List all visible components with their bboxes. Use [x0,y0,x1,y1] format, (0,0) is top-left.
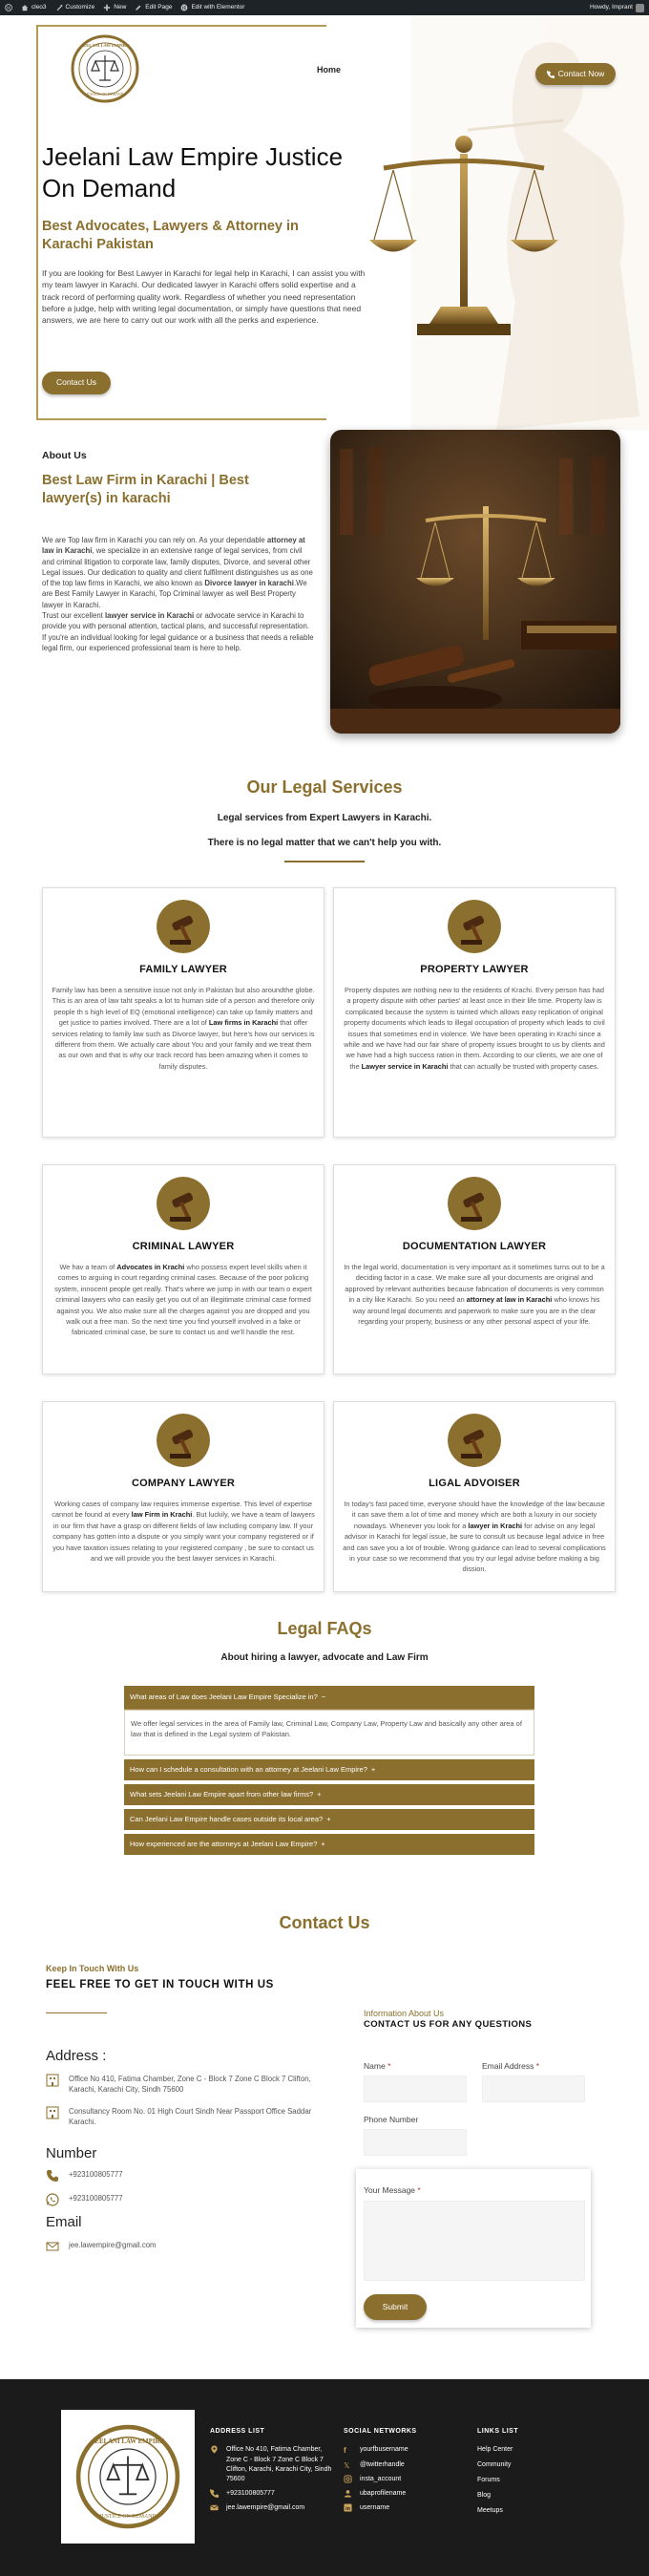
brush-icon [55,4,63,11]
footer-link-meetups[interactable]: Meetups [477,2507,503,2515]
footer-social-profile[interactable] [344,2489,458,2499]
phone-icon [46,2169,59,2182]
contact-divider [46,2012,107,2014]
footer-logo-box [61,2410,195,2544]
social-label: ubaprofilename [360,2489,407,2497]
about-section [0,430,649,762]
email-row[interactable] [46,2240,157,2253]
address-1: Office No 410, Fatima Chamber, Zone C - Block 7 Zone C Block 7 Clifton, Karachi, Karachi City, Sindh 75600 [69,2074,311,2095]
plus-icon: + [321,1839,325,1848]
services-subtitle-1: Legal services from Expert Lawyers in Karachi. [217,813,432,824]
faq-accordion [124,1686,534,1855]
mail-icon [210,2503,219,2512]
number-heading: Number [46,2144,97,2161]
footer [0,2379,649,2576]
footer-logo-text-top: JEELANI LAW EMPIRE [91,2438,165,2445]
footer-email: jee.lawempire@gmail.com [226,2504,305,2512]
footer-address-row [210,2445,334,2484]
phone-1: +923100805777 [69,2169,123,2179]
service-card-title: LIGAL ADVOISER [429,1477,520,1489]
building-icon [46,2106,59,2119]
footer-social-facebook[interactable] [344,2445,458,2455]
service-card-text: We hav a team of Advocates in Krachi who possess expert level skills when it comes to arguing in court regarding criminal cases. Because of the poor policing system, innocent people get really. That's where we jump in with our team o expert criminal lawyers who can easily get you out of an illegitimate criminal case formed against you. We also make sure all the charges against you are dropped and you walk out a free man. So the next time you find yourself involved in a fake or fabricated criminal case, be sure to contact us and we'll handle the rest. [54,1262,312,1337]
service-card-property [333,887,616,1138]
contact-now-button[interactable] [535,63,616,85]
phone-2: +923100805777 [69,2193,123,2203]
footer-link-blog[interactable]: Blog [477,2492,492,2500]
services-subtitle-2: There is no legal matter that we can't help you with. [207,837,442,848]
footer-logo-text-bottom: JUSTICE ON DEMAND [99,2513,157,2520]
admin-edit-page-link[interactable] [135,4,172,12]
footer-links-heading: LINKS LIST [477,2428,519,2435]
footer-phone-row[interactable] [210,2489,334,2499]
footer-social-heading: SOCIAL NETWORKS [344,2428,417,2435]
faq-item[interactable] [124,1759,534,1780]
services-cards [0,862,649,1607]
footer-link-forums[interactable]: Forums [477,2477,500,2484]
message-label: Your Message * [364,2184,421,2195]
submit-button[interactable]: Submit [364,2294,427,2320]
admin-site-link[interactable] [21,4,47,12]
faq-item[interactable] [124,1784,534,1805]
footer-email-row[interactable] [210,2503,334,2513]
footer-phone: +923100805777 [226,2490,275,2497]
address-heading: Address : [46,2047,107,2064]
form-info-label: Information About Us [364,2008,445,2018]
gavel-icon [448,1177,501,1230]
mail-icon [46,2240,59,2253]
email-field[interactable] [482,2076,585,2102]
hero-subtitle: Best Advocates, Lawyers & Attorney in Karachi Pakistan [42,219,299,252]
footer-social-column [344,2427,458,2518]
footer-link-community[interactable]: Community [477,2461,512,2469]
email-address: jee.lawempire@gmail.com [69,2240,157,2249]
gavel-icon [157,1414,210,1467]
footer-logo[interactable] [75,2424,180,2529]
site-logo[interactable] [71,34,139,103]
footer-social-other[interactable] [344,2503,458,2513]
phone-label: Phone Number [364,2114,419,2124]
admin-customize-link[interactable] [55,4,95,12]
faq-question: What areas of Law does Jeelani Law Empire Specialize in? [130,1692,318,1701]
gavel-icon [448,1414,501,1467]
social-label: yourfbusername [360,2446,408,2454]
hero-contact-us-button[interactable]: Contact Us [42,372,111,394]
about-title: Best Law Firm in Karachi | Best lawyer(s) in karachi [42,473,249,506]
plus-icon: + [326,1814,331,1823]
phone-icon [547,71,555,78]
faq-item-open[interactable] [124,1686,534,1710]
minus-icon: − [321,1692,326,1701]
service-card-documentation [333,1164,616,1374]
hero-text: If you are looking for Best Lawyer in Karachi for legal help in Karachi, I can assist you with my team lawyer in Karachi. Our dedicated lawyer in Karachi offers solid expertise and a track record of performing quality work. Regardless of whether you need representation before a judge, help with writing legal documentation, or simply have questions that need answers, we are here to carry out our work with all the perks and experience. [42,268,366,326]
address-row-1 [46,2074,323,2096]
service-card-family [42,887,324,1138]
admin-bar [0,0,649,15]
service-card-title: PROPERTY LAWYER [420,963,529,975]
building-icon [46,2074,59,2087]
footer-address-column [210,2427,334,2518]
faq-section [0,1607,649,1904]
service-card-text: Property disputes are nothing new to the residents of Krachi. Every person has had a property dispute with other parties' at least once in their life time. Property law is complicated because the system is tainted which allows easy replication of original property documents which leads to illegal occupation of property which leads to civil issues that sometimes end in violence. We have been operating in Krachi since a while and we have had our fair share of property issues brought to us by clients and we have had a high success ration in them. According to our clients, we are one of the Lawyer service in Karachi that can actually be trusted with property cases. [344,985,605,1071]
gavel-icon [448,900,501,953]
name-label: Name * [364,2060,391,2071]
faq-item[interactable] [124,1809,534,1830]
email-heading: Email [46,2213,82,2230]
svg-text:W: W [6,6,11,11]
services-section [0,762,649,1607]
admin-howdy-label: Howdy, Imprant [589,3,633,11]
faq-question: How experienced are the attorneys at Jeelani Law Empire? [130,1839,318,1848]
service-card-legal-adviser [333,1401,616,1592]
plus-icon: + [370,1764,376,1774]
contact-title: Contact Us [279,1912,370,1932]
plus-icon: + [317,1789,322,1799]
location-icon [210,2445,219,2454]
admin-site-label: cleo3 [31,3,47,11]
logo-text-top: JEELANI LAW EMPIRE [81,43,129,48]
service-card-text: In the legal world, documentation is very important as it sometimes turns out to be a deciding factor in a case. We make sure all your documents are original and approved by relevant authorities because fabrication of documents is very common in a city like Karachi. So you need an attorney at law in Karachi who knows his way around legal documents and paperwork to make sure you are in the clear regarding your property, business or any other personal aspect of your life. [344,1262,605,1326]
whatsapp-icon [46,2193,59,2206]
contact-now-label: Contact Now [557,68,605,78]
avatar [636,4,644,12]
wordpress-logo-icon[interactable] [5,4,12,11]
services-title: Our Legal Services [246,777,403,797]
footer-address-heading: ADDRESS LIST [210,2428,265,2435]
service-card-title: DOCUMENTATION LAWYER [402,1240,547,1252]
justice-scale-image [365,125,565,340]
user-icon [344,2489,352,2498]
contact-heading: FEEL FREE TO GET IN TOUCH WITH US [46,1978,274,1991]
logo-text-bottom: JUSTICE ON DEMAND [86,93,124,96]
svg-text:in: in [345,2505,350,2512]
form-title: CONTACT US FOR ANY QUESTIONS [364,2018,533,2030]
faq-answer: We offer legal services in the area of Family law, Criminal Law, Company Law, Property Law and basically any other area of law that is defined in the Legal system of Pakistan. [124,1710,534,1756]
about-text: We are Top law firm in Karachi you can rely on. As your dependable attorney at law in Karachi, we specialize in an extensive range of legal services, from civil and criminal litigation to corporate law, family disputes, Divorce, and several other Legal issues. Our dedication to quality and client fulfilment distinguishes us as one of the top law firms in Karachi, we also known as Divorce lawyer in karachi.We are Best Family Lawyer in Karachi, Top Criminal lawyer as well Best Property lawyer in Karachi. Trust our excellent lawyer service in Karachi or advocate service in Karachi to provide you with personal attention, tactical plans, and successful representation. If you're an individual looking for legal guidance or a business that needs a reliable legal firm, our experienced professional team is here to help. [42,536,314,652]
twitter-icon: 𝕏 [344,2460,350,2470]
about-label: About Us [42,450,87,461]
contact-keep-in-touch: Keep In Touch With Us [46,1963,139,1973]
message-field[interactable] [364,2201,585,2281]
contact-section [0,1904,649,2333]
footer-social-twitter[interactable] [344,2460,458,2470]
faq-item[interactable] [124,1834,534,1855]
hero-title: Jeelani Law Empire Justice On Demand [42,142,344,202]
footer-address: Office No 410, Fatima Chamber, Zone C - Block 7 Zone C Block 7 Clifton, Karachi, Karachi City, Sindh 75600 [226,2446,332,2482]
plus-icon [103,4,111,11]
linkedin-icon [344,2503,352,2512]
admin-edit-page-label: Edit Page [145,3,173,11]
elementor-icon [180,4,188,11]
email-label: Email Address * [482,2060,540,2071]
service-card-text: Working cases of company law requires immense expertise. This level of expertise cannot be found at every law Firm in Krachi. But luckily, we have a team of lawyers in our firm that have a grasp on different fields of law including company law. If your company has gotten into a dispute or you simply want your company registered or if you have taxation issues relating to your registered company , be sure to contact us and we will provide you the best lawyer services in Karachi. [52,1499,315,1563]
service-card-text: Family law has been a sensitive issue not only in Pakistan but also aroundthe globe. This is an area of law taht speaks a lot to human side of a person and therefore only people th s high level of EQ (emotional intelligence) can take up family matters and get justice to parties involved. There are a lot of Law firms in Karachi that offer services relating to family law such as Divorce lawyer, but here's how our services is different from them. We actually care about You and your family and we treat them as our own and that is why our track record has been amazing when it comes to family disputes. [52,985,315,1071]
admin-new-link[interactable] [103,4,126,12]
service-card-text: In today's fast paced time, everyone should have the knowledge of the law because it can save them a lot of time and money which are both a luxury in our society nowadays. Whenever you look for a lawyer in Krachi for advise on any legal advisor in Karachi for legal issue, be sure to consult us because legal advice in free and can save you a lot of trouble. Wrong guidance can lead to several complications in your case so we recommend that you try our legal advise before making a big dission. [343,1499,606,1574]
name-field[interactable] [364,2076,467,2102]
phone-row-2[interactable] [46,2193,123,2206]
service-card-title: FAMILY LAWYER [139,963,227,975]
faq-subtitle: About hiring a lawyer, advocate and Law Firm [220,1652,429,1664]
admin-user-menu[interactable] [590,4,644,12]
phone-field[interactable] [364,2129,467,2156]
footer-social-instagram[interactable] [344,2475,458,2484]
phone-icon [210,2489,219,2498]
gavel-icon [157,900,210,953]
phone-row-1[interactable] [46,2169,123,2182]
social-label: @twitterhandle [360,2460,405,2468]
instagram-icon [344,2475,352,2483]
faq-title: Legal FAQs [277,1618,372,1638]
social-label: username [360,2504,390,2511]
home-icon [21,4,29,11]
service-card-title: CRIMINAL LAWYER [132,1240,235,1252]
social-label: insta_account [360,2475,402,2482]
hero-section [0,15,649,430]
admin-new-label: New [114,3,127,11]
admin-edit-elementor-link[interactable] [180,4,244,12]
facebook-icon: f [344,2446,346,2456]
admin-customize-label: Customize [65,3,95,11]
admin-edit-elementor-label: Edit with Elementor [191,3,245,11]
faq-question: How can I schedule a consultation with an attorney at Jeelani Law Empire? [130,1764,367,1774]
address-row-2 [46,2106,323,2128]
service-card-company [42,1401,324,1592]
address-2: Consultancy Room No. 01 High Court Sindh Near Passport Office Saddar Karachi. [69,2106,312,2127]
service-card-title: COMPANY LAWYER [131,1477,236,1489]
footer-link-help-center[interactable]: Help Center [477,2446,513,2454]
nav-home-link[interactable]: Home [317,65,342,75]
service-card-criminal [42,1164,324,1374]
pencil-icon [135,4,142,11]
faq-question: What sets Jeelani Law Empire apart from other law firms? [130,1789,314,1799]
footer-links-column [477,2427,573,2522]
faq-question: Can Jeelani Law Empire handle cases outside its local area? [130,1814,324,1823]
scale-and-gavel-photo [330,430,620,734]
gavel-icon [157,1177,210,1230]
